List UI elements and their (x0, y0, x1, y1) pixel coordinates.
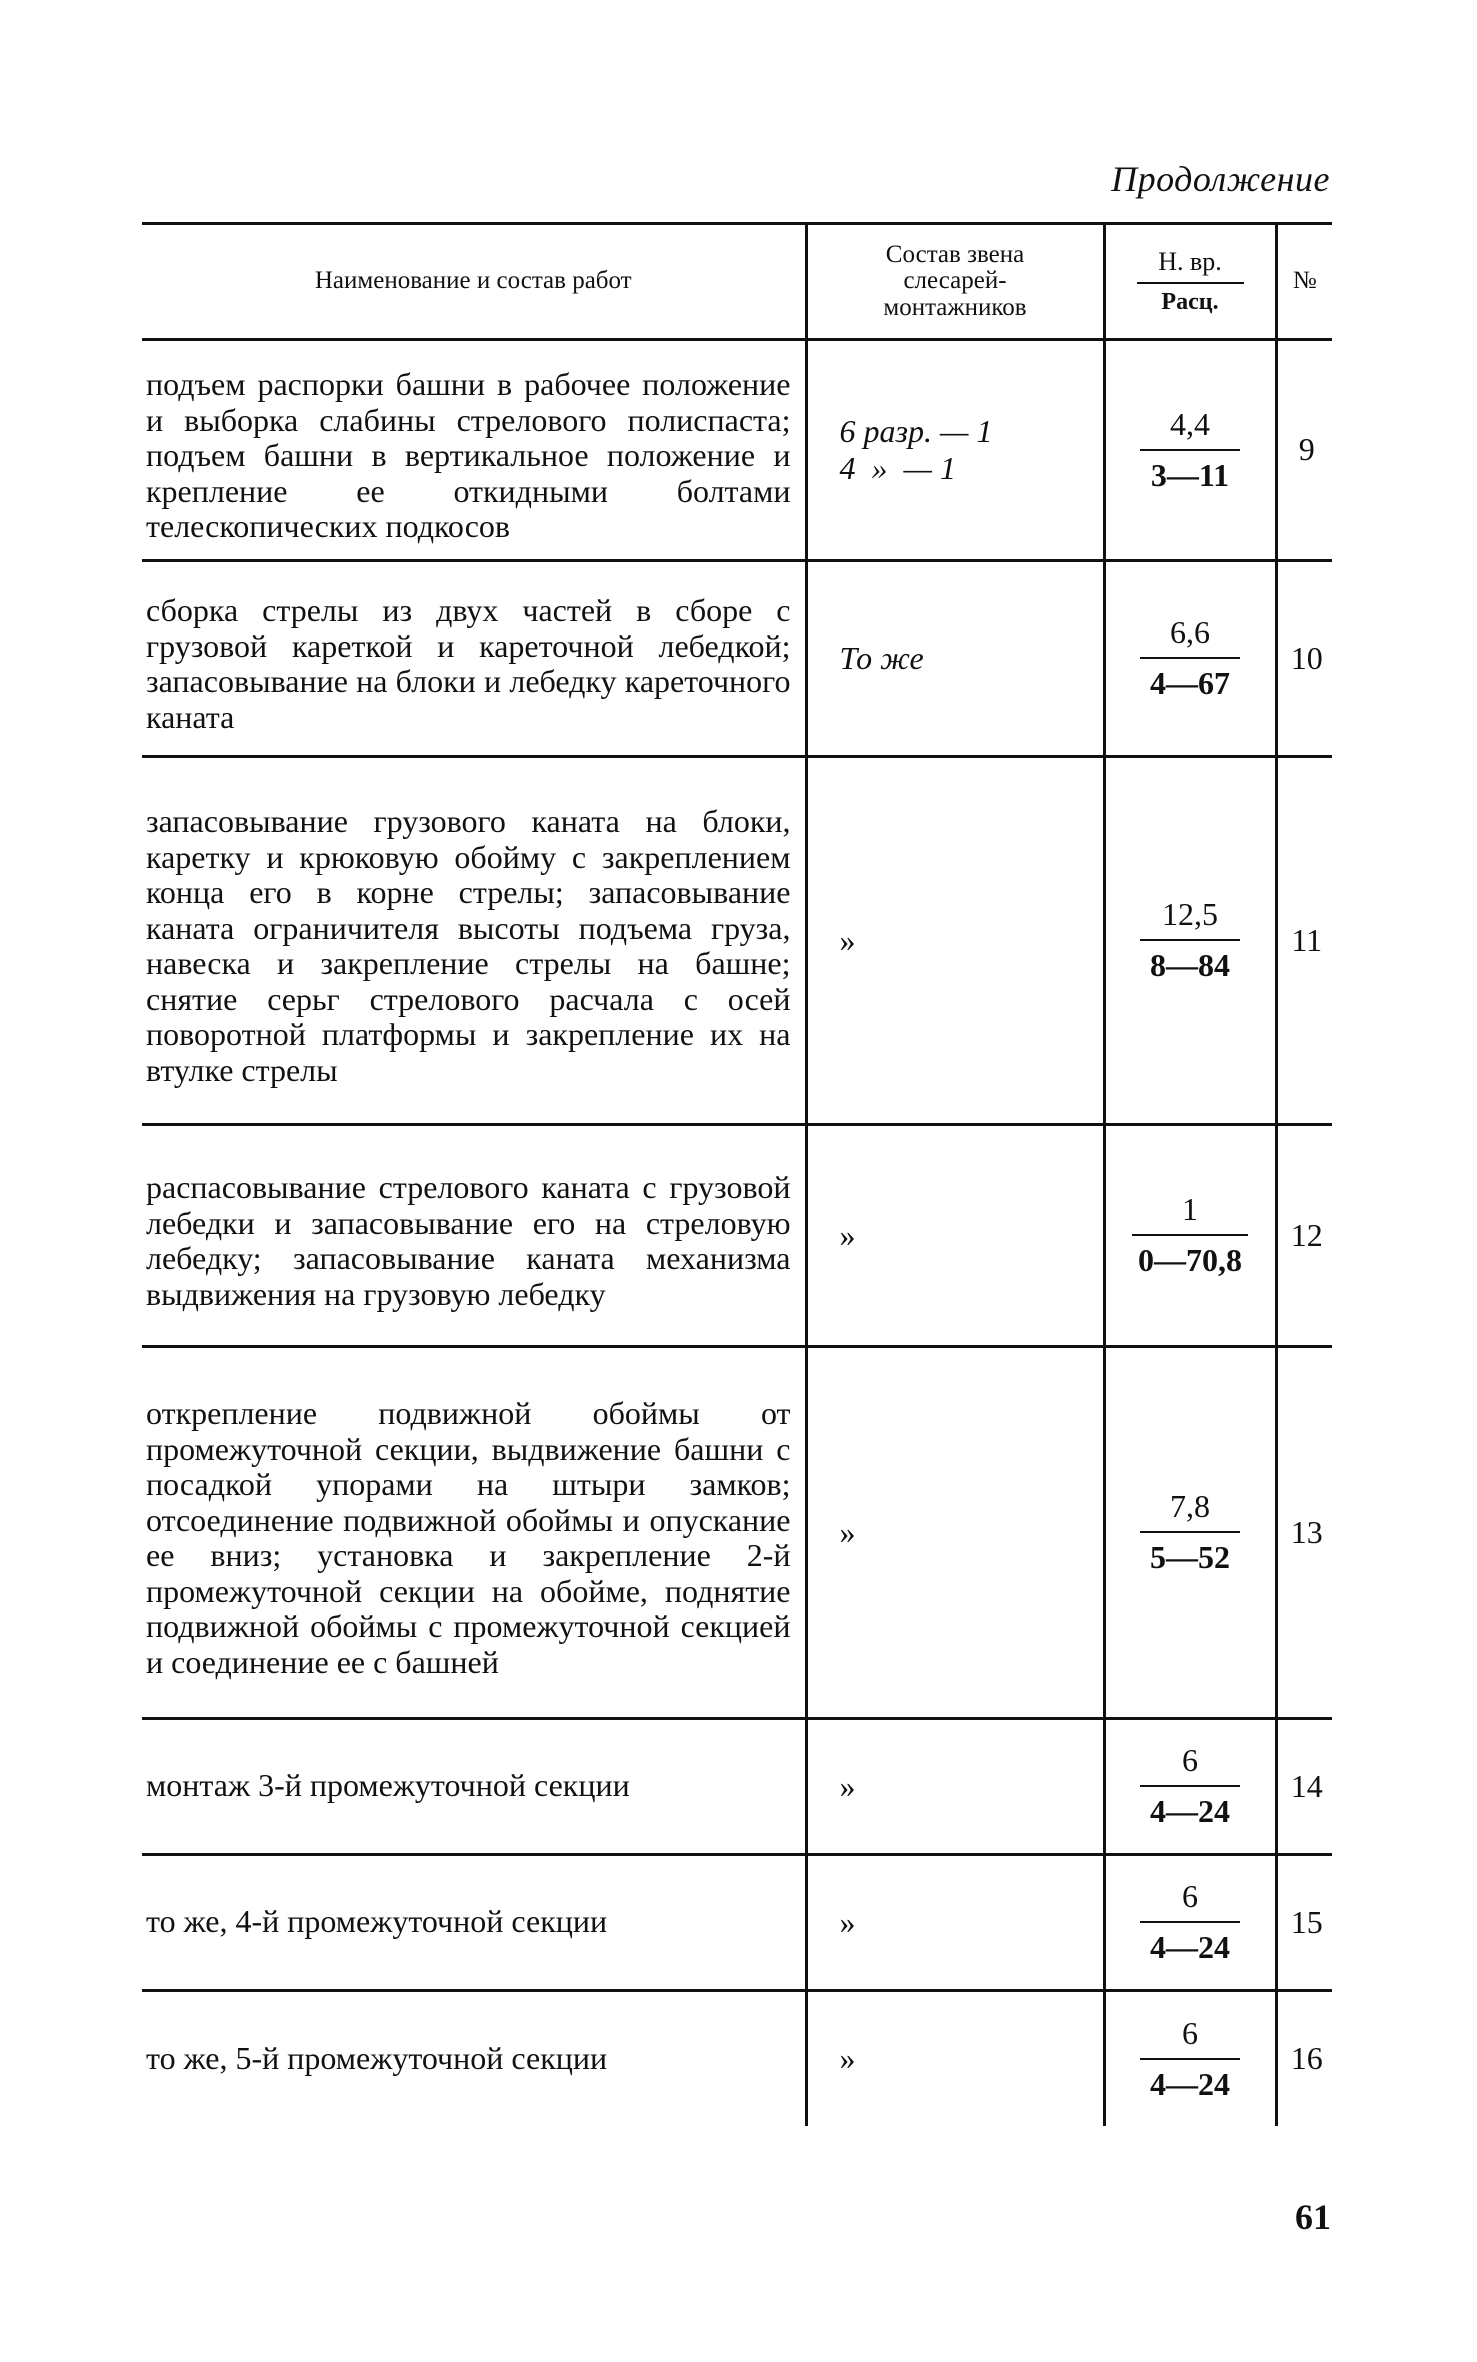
norm-rate (1104, 1718, 1276, 1854)
header-name: Наименование и состав работ (142, 224, 806, 340)
row-number: 9 (1298, 431, 1315, 468)
norm-time-value: 6,6 (1140, 614, 1240, 659)
norm-rate (1104, 560, 1276, 756)
crew-composition (806, 340, 1104, 561)
page-number: 61 (1295, 2197, 1331, 2237)
row-number: 13 (1276, 1346, 1332, 1718)
crew-line: 6 разр. — 1 (839, 412, 993, 449)
work-description: монтаж 3-й промежуточной секции (142, 1718, 806, 1854)
norm-time-value: 4,4 (1140, 406, 1240, 451)
work-description: сборка стрелы из двух частей в сборе с грузовой кареткой и кареточной лебедкой; запасовывание на блоки и лебедку кареточного каната (142, 560, 806, 756)
crew-composition: » (806, 1990, 1104, 2126)
continued-label: Продолжение (1111, 159, 1330, 199)
norm-time-value: 6 (1140, 1742, 1240, 1787)
crew-composition: » (806, 1718, 1104, 1854)
rate-value: 8—84 (1150, 947, 1230, 983)
norm-time-value: 12,5 (1140, 896, 1240, 941)
table-row (142, 1718, 1332, 1854)
row-number: 16 (1276, 1990, 1332, 2126)
crew-composition: » (806, 1854, 1104, 1990)
table-row (142, 1854, 1332, 1990)
row-number: 12 (1276, 1124, 1332, 1346)
header-rate: Расц. (1161, 288, 1219, 315)
norm-time-value: 6 (1140, 1878, 1240, 1923)
table-header-row (142, 224, 1332, 340)
rate-value: 5—52 (1150, 1539, 1230, 1575)
crew-composition: » (806, 1346, 1104, 1718)
work-description: запасовывание грузового каната на блоки, каретку и крюковую обойму с закреплением конца его в корне стрелы; запасовывание каната ограничителя высоты подъема груза, навеска и закрепление стрелы на башне; снятие серьг стрелового расчала с осей поворотной платформы и закрепление их на втулке стрелы (142, 756, 806, 1124)
header-number: № (1276, 224, 1332, 340)
rate-value: 4—24 (1150, 2065, 1230, 2102)
rate-value: 4—67 (1150, 665, 1230, 701)
norm-time-value: 6 (1140, 2015, 1240, 2060)
row-number: 11 (1276, 756, 1332, 1124)
norm-rate (1104, 1990, 1276, 2126)
row-number: 15 (1276, 1854, 1332, 1990)
rate-value: 3—11 (1150, 456, 1230, 493)
rate-value: 4—24 (1150, 1793, 1230, 1829)
norm-time-value: 1 (1132, 1191, 1248, 1236)
header-crew: Состав звена слесарей-монтажников (806, 224, 1104, 340)
header-norm-rate (1104, 224, 1276, 340)
table-row (142, 1990, 1332, 2126)
table-row (142, 756, 1332, 1124)
table-row (142, 1346, 1332, 1718)
work-description: распасовывание стрелового каната с грузовой лебедки и запасовывание его на стреловую лебедку; запасовывание каната механизма выдвижения на грузовую лебедку (142, 1124, 806, 1346)
row-number: 14 (1276, 1718, 1332, 1854)
norm-time-value: 7,8 (1140, 1488, 1240, 1533)
crew-line: 4 » — 1 (839, 449, 956, 486)
work-description: то же, 4-й промежуточной секции (142, 1854, 806, 1990)
norm-rate (1104, 756, 1276, 1124)
table-row (142, 340, 1332, 561)
crew-composition: То же (806, 560, 1104, 756)
rate-value: 4—24 (1150, 1929, 1230, 1965)
crew-composition: » (806, 1124, 1104, 1346)
norm-rate (1104, 340, 1276, 561)
norm-rate (1104, 1124, 1276, 1346)
row-number: 10 (1276, 560, 1332, 756)
work-description: открепление подвижной обоймы от промежуточной секции, выдвижение башни с посадкой упорами на штыри замков; отсоединение подвижной обоймы и опускание ее вниз; установка и закрепление 2-й промежуточной секции на обойме, поднятие подвижной обоймы с промежуточной секцией и соединение ее с башней (142, 1346, 806, 1718)
table-row (142, 1124, 1332, 1346)
work-description: подъем распорки башни в рабочее положение и выборка слабины стрелового полиспаста; подъем башни в вертикальное положение и крепление ее откидными болтами телескопических подкосов (142, 340, 806, 561)
crew-composition: » (806, 756, 1104, 1124)
header-norm-time: Н. вр. (1137, 248, 1244, 283)
norm-rate (1104, 1854, 1276, 1990)
work-norms-table (142, 222, 1332, 2126)
rate-value: 0—70,8 (1138, 1242, 1242, 1278)
table-row (142, 560, 1332, 756)
norm-rate (1104, 1346, 1276, 1718)
work-description: то же, 5-й промежуточной секции (142, 1990, 806, 2126)
